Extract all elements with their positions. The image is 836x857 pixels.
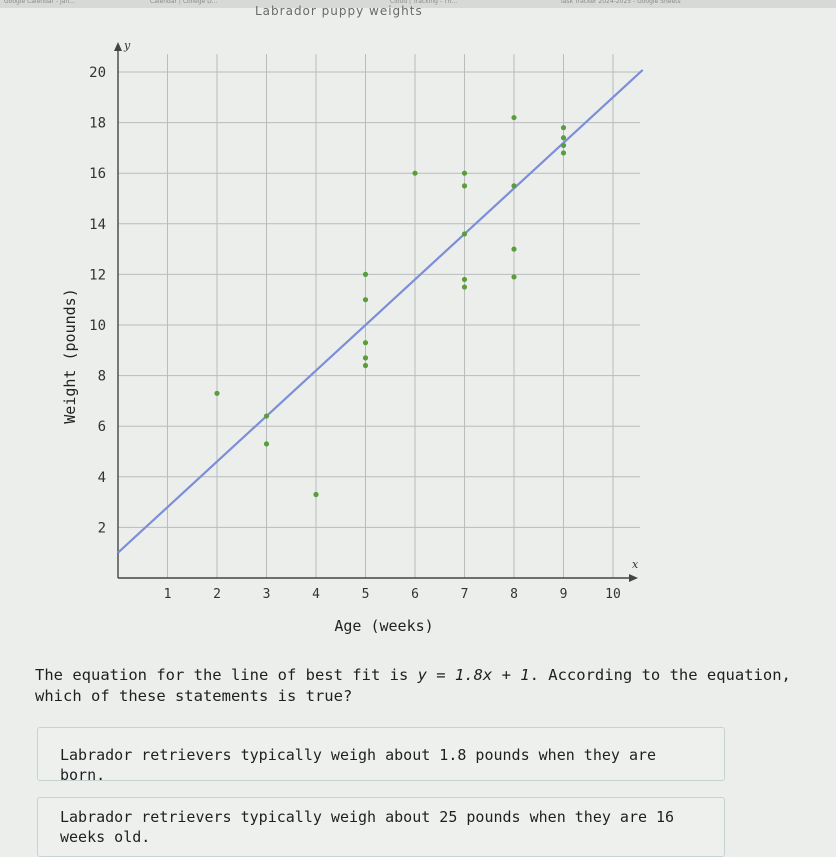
data-point	[363, 272, 368, 277]
data-point	[363, 363, 368, 368]
x-tick-label: 10	[605, 587, 621, 602]
answer-option-2[interactable]	[37, 797, 725, 857]
question-text-before: The equation for the line of best fit is	[35, 666, 418, 684]
x-tick-label: 9	[559, 587, 568, 602]
data-point	[462, 277, 467, 282]
data-point	[511, 115, 516, 120]
y-tick-label: 10	[89, 318, 106, 334]
equation: y = 1.8x + 1	[417, 666, 530, 684]
y-axis-title: Weight (pounds)	[61, 288, 79, 424]
x-tick-label: 8	[510, 587, 518, 602]
data-point	[561, 125, 566, 130]
data-point	[264, 441, 269, 446]
data-point	[511, 247, 516, 252]
answer-option-2-text: Labrador retrievers typically weigh about 25 pounds when they are 16 weeks old.	[60, 808, 675, 846]
x-axis-title: Age (weeks)	[334, 617, 434, 635]
answer-option-1-text: Labrador retrievers typically weigh about 1.8 pounds when they are born.	[60, 746, 657, 784]
x-tick-label: 4	[312, 587, 320, 602]
data-point	[462, 231, 467, 236]
bookmark-1[interactable]: Google Calendar - Jan...	[4, 0, 75, 5]
x-tick-label: 5	[361, 587, 370, 602]
x-tick-label: 1	[163, 587, 172, 602]
x-tick-label: 2	[213, 587, 221, 602]
y-tick-label: 16	[89, 166, 106, 183]
data-point	[511, 183, 516, 188]
data-point	[214, 391, 219, 396]
data-point	[313, 492, 318, 497]
y-tick-label: 8	[97, 368, 106, 385]
data-point	[363, 297, 368, 302]
answer-option-1[interactable]	[37, 727, 725, 784]
y-tick-label: 2	[97, 520, 106, 537]
x-tick-label: 6	[411, 587, 419, 602]
data-point	[462, 183, 467, 188]
bookmark-4[interactable]: Task Tracker 2024-2025 - Google Sheets	[560, 0, 681, 5]
data-point	[561, 143, 566, 148]
x-tick-label: 7	[460, 587, 469, 602]
bookmark-3[interactable]: Cloud | Tracking - Th...	[390, 0, 458, 5]
y-tick-label: 20	[89, 65, 106, 81]
data-point	[412, 171, 417, 176]
data-point	[363, 355, 368, 360]
chart-title-partial: Labrador puppy weights	[255, 4, 423, 18]
question-text-after: . According to the equation, which of these statements is true?	[35, 666, 791, 705]
bookmark-2[interactable]: Calendar | College D...	[150, 0, 218, 5]
question-text	[35, 665, 835, 707]
data-point	[264, 413, 269, 418]
y-tick-label: 12	[89, 267, 106, 284]
y-axis-arrow-icon	[114, 42, 122, 51]
data-point	[511, 274, 516, 279]
y-tick-label: 6	[97, 419, 106, 436]
data-point	[561, 135, 566, 140]
data-point	[363, 340, 368, 345]
y-tick-label: 14	[89, 216, 106, 233]
data-point	[462, 171, 467, 176]
x-tick-label: 3	[262, 587, 271, 602]
y-variable-label: y	[124, 39, 131, 52]
y-tick-label: 4	[97, 469, 106, 486]
x-variable-label: x	[632, 558, 639, 571]
x-axis-arrow-icon	[629, 574, 638, 582]
data-point	[561, 150, 566, 155]
data-point	[462, 284, 467, 289]
y-tick-label: 18	[89, 115, 106, 132]
